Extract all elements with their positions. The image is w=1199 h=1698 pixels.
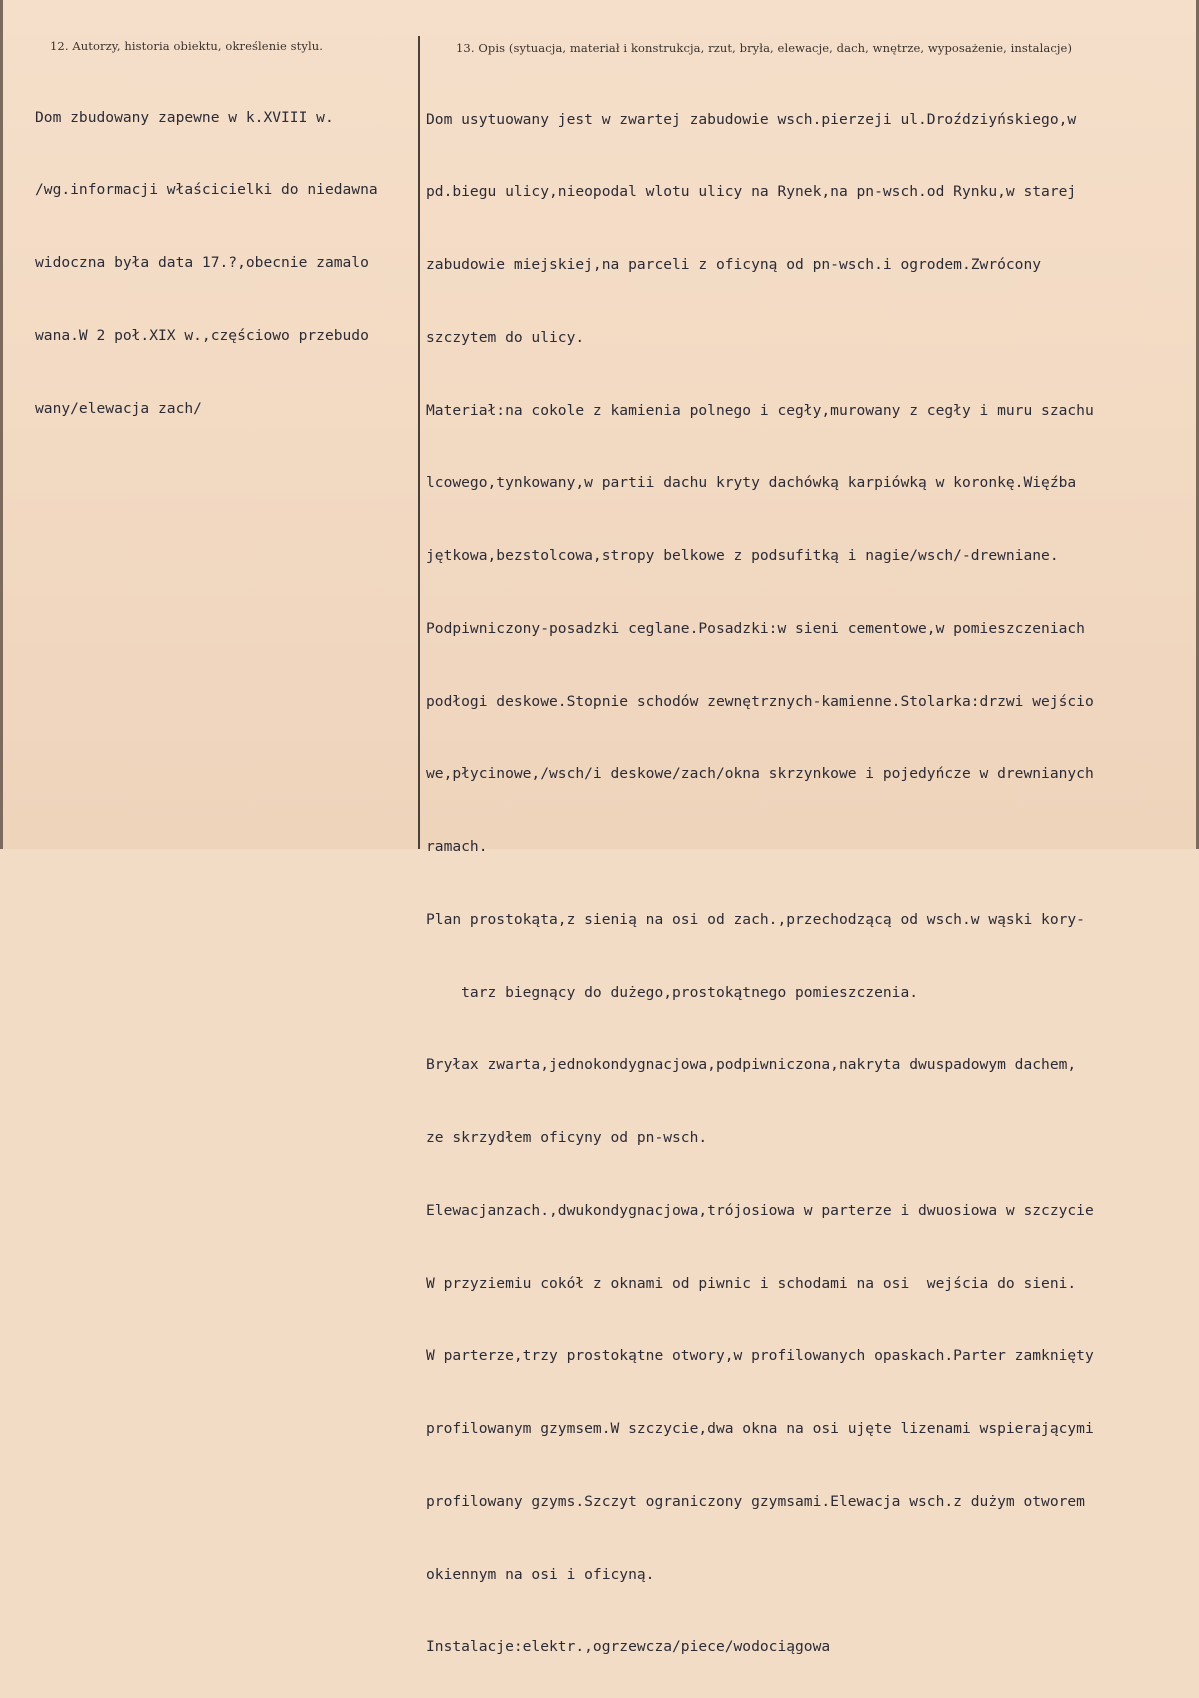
- text-line: Elewacjanzach.,dwukondygnacjowa,trójosiowa w parterze i dwuosiowa w szczycie: [426, 1201, 1094, 1219]
- text-line: lcowego,tynkowany,w partii dachu kryty dachówką karpiówką w koronkę.Więźba: [426, 474, 1077, 492]
- text-line: tarz biegnący do dużego,prostokątnego pomieszczenia.: [426, 983, 919, 1001]
- text-line: ze skrzydłem oficyny od pn-wsch.: [426, 1129, 708, 1146]
- section-12-header: 12. Autorzy, historia obiektu, określenie stylu.: [50, 39, 324, 53]
- text-line: Dom usytuowany jest w zwartej zabudowie wsch.pierzeji ul.Droździyńskiego,w: [426, 110, 1077, 128]
- text-line: widoczna była data 17.?,obecnie zamalo: [35, 254, 369, 271]
- text-line: Bryłax zwarta,jednokondygnacjowa,podpiwniczona,nakryta dwuspadowym dachem,: [426, 1056, 1077, 1074]
- text-line: podłogi deskowe.Stopnie schodów zewnętrznych-kamienne.Stolarka:drzwi wejścio: [426, 692, 1094, 710]
- text-line: wana.W 2 poł.XIX w.,częściowo przebudo: [35, 326, 369, 344]
- text-line: W parterze,trzy prostokątne otwory,w profilowanych opaskach.Parter zamknięty: [426, 1347, 1094, 1365]
- text-line: szczytem do ulicy.: [426, 328, 585, 346]
- text-line: W przyziemiu cokół z oknami od piwnic i schodami na osi wejścia do sieni.: [426, 1274, 1077, 1292]
- card-left-edge: [0, 0, 3, 849]
- column-divider: [418, 36, 420, 849]
- text-line: Instalacje:elektr.,ogrzewcza/piece/wodociągowa: [426, 1638, 831, 1656]
- text-line: Podpiwniczony-posadzki ceglane.Posadzki:w sieni cementowe,w pomieszczeniach: [426, 619, 1085, 637]
- text-line: we,płycinowe,/wsch/i deskowe/zach/okna skrzynkowe i pojedyńcze w drewnianych: [426, 765, 1094, 783]
- text-line: Materiał:na cokole z kamienia polnego i cegły,murowany z cegły i muru szachu: [426, 401, 1094, 419]
- text-line: zabudowie miejskiej,na parceli z oficyną od pn-wsch.i ogrodem.Zwrócony: [426, 256, 1042, 273]
- text-line: profilowanym gzymsem.W szczycie,dwa okna na osi ujęte lizenami wspierającymi: [426, 1420, 1094, 1437]
- section-13-text: [426, 59, 1094, 1698]
- text-line: ramach.: [426, 838, 488, 855]
- text-line: pd.biegu ulicy,nieopodal wlotu ulicy na Rynek,na pn-wsch.od Rynku,w starej: [426, 183, 1077, 201]
- text-line: profilowany gzyms.Szczyt ograniczony gzymsami.Elewacja wsch.z dużym otworem: [426, 1492, 1085, 1510]
- text-line: wany/elewacja zach/: [35, 399, 202, 417]
- text-line: jętkowa,bezstolcowa,stropy belkowe z podsufitką i nagie/wsch/-drewniane.: [426, 547, 1059, 564]
- text-line: /wg.informacji właścicielki do niedawna: [35, 181, 378, 199]
- text-line: Plan prostokąta,z sienią na osi od zach.,przechodzącą od wsch.w wąski kory-: [426, 910, 1085, 928]
- section-12-text: [35, 57, 378, 469]
- section-13-header: 13. Opis (sytuacja, materiał i konstrukcja, rzut, bryła, elewacje, dach, wnętrze, wyposażenie, instalacje): [456, 41, 1073, 55]
- text-line: Dom zbudowany zapewne w k.XVIII w.: [35, 108, 334, 126]
- text-line: okiennym na osi i oficyną.: [426, 1565, 655, 1583]
